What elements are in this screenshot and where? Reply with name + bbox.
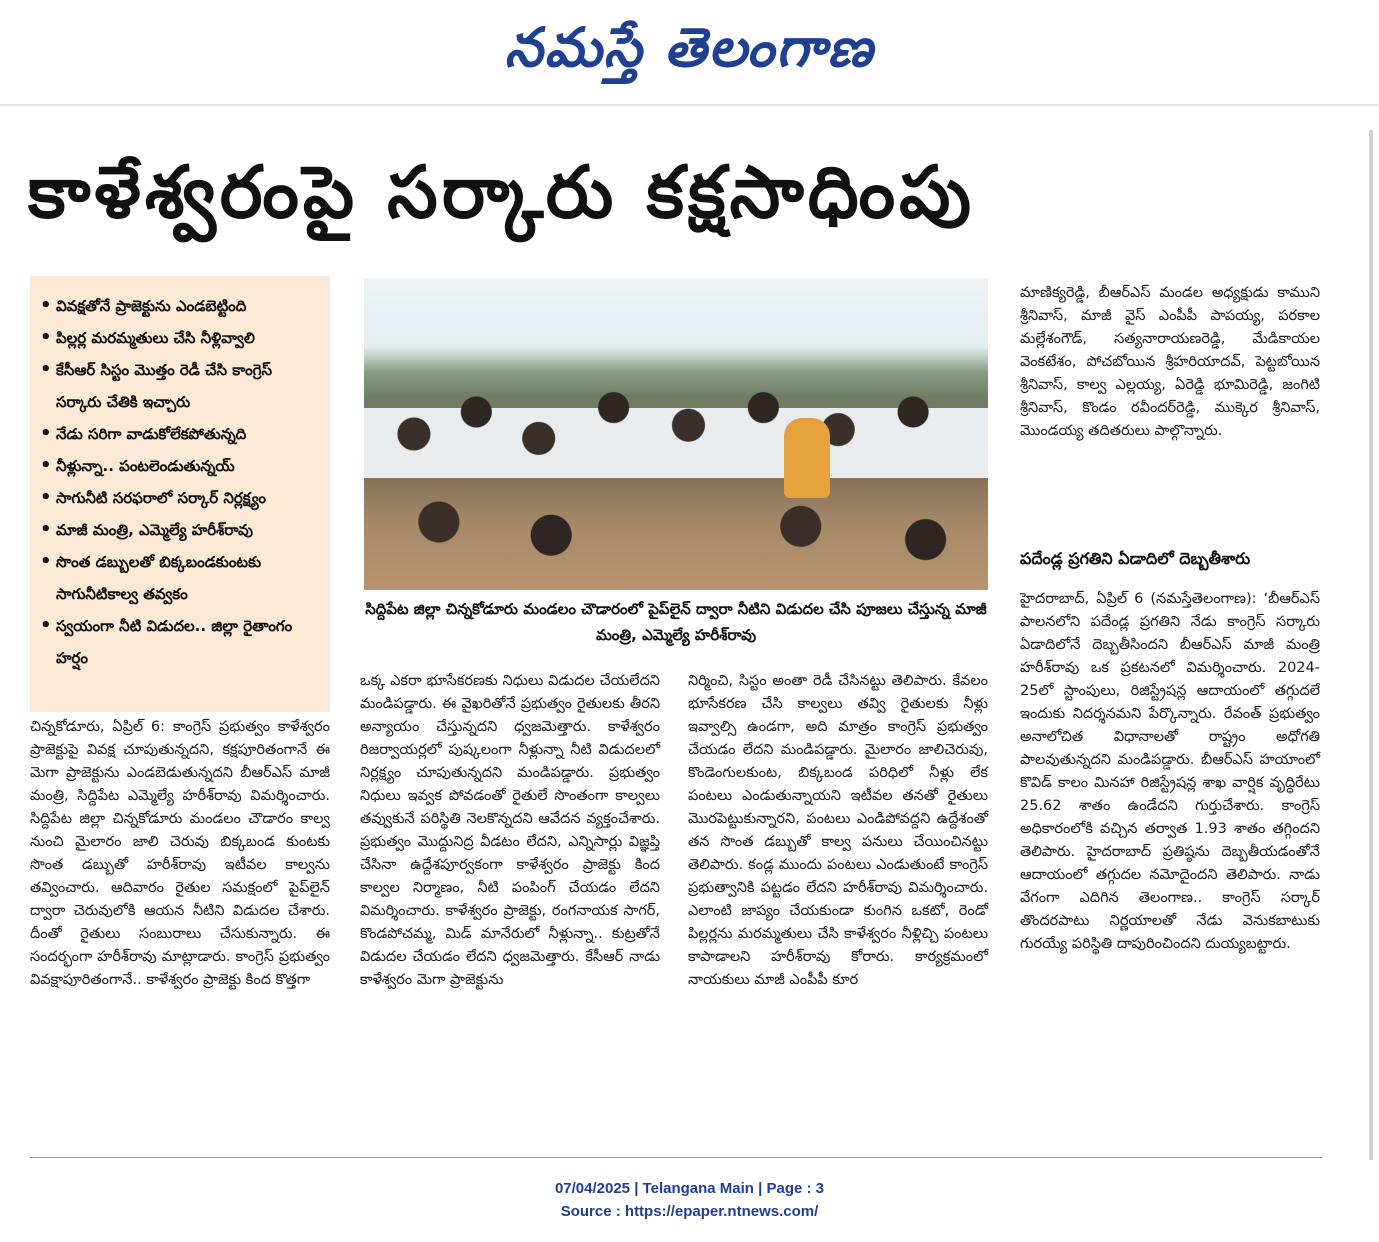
article-paragraph: నిర్మించి, సిస్టం అంతా రెడీ చేసినట్టు తెలిపారు. కేవలం భూసేకరణ చేసి కాల్వలు తవ్వి రైతులకు నీళ్లు ఇవ్వాల్సి ఉండగా, అది మాత్రం కాంగ్రెస్ ప్రభుత్వం చేయడం లేదని మండిపడ్డారు. మైలారం జాలిచెరువు, కొండెంగులకుంట, బిక్కబండ పరిధిలో నీళ్లు లేక పంటలు ఎండుతున్నాయని ఇటీవల తనతో రైతులు మొరపెట్టుకున్నారని, పంటలు ఎండిపోవద్దని ఉద్దేశంతో తన సొంత డబ్బుతో కాల్వ పనులు చేయించినట్టు తెలిపారు. కండ్ల ముందు పంటలు ఎండుతుంటే కాంగ్రెస్ ప్రభుత్వానికి పట్టడం లేదని హరీశ్‌రావు విమర్శించారు. ఎలాంటి జాప్యం చేయకుండా కుంగిన ఒకటో, రెండో పిల్లర్లను మరమ్మతులు చేసి కాళేశ్వరం నీళ్లిచ్చి పంటలు కాపాడాలని హరీశ్‌రావు కోరారు. కార్యక్రమంలో నాయకులు మాజీ ఎంపీపీ కూర xyxy=(688,673,988,988)
scrollbar[interactable] xyxy=(1369,130,1373,1160)
page-headline: కాళేశ్వరంపై సర్కారు కక్షసాధింపు xyxy=(28,150,975,234)
photo-figure xyxy=(784,418,830,498)
highlight-item: • స్వయంగా నీటి విడుదల.. జిల్లా రైతాంగం హర్షం xyxy=(40,610,322,674)
highlight-item: • సొంత డబ్బులతో బిక్కబండకుంటకు సాగునీటికాల్వ తవ్వకం xyxy=(40,546,322,610)
bullet-icon: • xyxy=(40,327,52,348)
highlight-item: • సాగునీటి సరఫరాలో సర్కార్ నిర్లక్ష్యం xyxy=(40,482,322,514)
bullet-icon: • xyxy=(40,551,52,572)
footer-date-page: 07/04/2025 | Telangana Main | Page : 3 xyxy=(554,1180,825,1197)
photo-crowd xyxy=(364,368,988,588)
article-paragraph: హైదరాబాద్, ఏప్రిల్ 6 (నమస్తేతెలంగాణ): ‘బీఆర్‌ఎస్ పాలనలోని పదేండ్ల ప్రగతిని నేడు కాంగ్రెస్ సర్కారు ఏడాదిలోనే దెబ్బతీసిందని బీఆర్‌ఎస్ మాజీ మంత్రి హరీశ్‌రావు ఒక ప్రకటనలో విమర్శించారు. 2024-25లో స్టాంపులు, రిజిస్ట్రేషన్ల ఆదాయంలో తగ్గుదలే ఇందుకు నిదర్శనమని పేర్కొన్నారు. రేవంత్ ప్రభుత్వం అనాలోచిత విధానాలతో రాష్ట్రం అధోగతి పాలవుతున్నదని మండిపడ్డారు. బీఆర్‌ఎస్ హయాంలో కొవిడ్ కాలం మినహా రిజిస్ట్రేషన్ల శాఖ వార్షిక వృద్ధిరేటు 25.62 శాతం ఉండేదని గుర్తుచేశారు. కాంగ్రెస్ అధికారంలోకి వచ్చిన తర్వాత 1.93 శాతం తగ్గిందని తెలిపారు. హైదరాబాద్ ప్రతిష్ఠను దెబ్బతీయడంతోనే ఆదాయంలో తగ్గుదల నమోదైందని తెలిపారు. నాడు వేగంగా ఎదిగిన తెలంగాణ.. కాంగ్రెస్ సర్కార్ తొందరపాటు నిర్ణయాలతో నేడు వెనుకబాటుకు గురయ్యే పరిస్థితి దాపురించిందని దుయ్యబట్టారు. xyxy=(1020,591,1320,952)
highlight-item: • మాజీ మంత్రి, ఎమ్మెల్యే హరీశ్‌రావు xyxy=(40,514,322,546)
bullet-icon: • xyxy=(40,487,52,508)
bullet-icon: • xyxy=(40,423,52,444)
photo-caption: సిద్దిపేట జిల్లా చిన్నకోడూరు మండలం చౌడారంలో పైప్‌లైన్ ద్వారా నీటిని విడుదల చేసి పూజలు చేస్తున్న మాజీ మంత్రి, ఎమ్మెల్యే హరీశ్‌రావు xyxy=(365,600,987,644)
bullet-icon: • xyxy=(40,295,52,316)
footer-source-link[interactable]: Source : https://epaper.ntnews.com/ xyxy=(560,1203,819,1220)
article-column-3 xyxy=(688,670,988,992)
highlight-item: • పిల్లర్ల మరమ్మతులు చేసి నీళ్లివ్వాలి xyxy=(40,322,322,354)
masthead-logo: నమస్తే తెలంగాణ xyxy=(504,16,875,79)
bullet-icon: • xyxy=(40,359,52,380)
sub-headline: పదేండ్ల ప్రగతిని ఏడాదిలో దెబ్బతీశారు xyxy=(1020,549,1251,568)
article-column-1 xyxy=(30,716,330,992)
highlight-item: • వివక్షతోనే ప్రాజెక్టును ఎండబెట్టింది xyxy=(40,290,322,322)
news-photo xyxy=(364,278,988,590)
highlight-item: • నేడు సరిగా వాడుకోలేకపోతున్నది xyxy=(40,418,322,450)
bullet-icon: • xyxy=(40,615,52,636)
highlight-item: • కేసీఆర్ సిస్టం మొత్తం రెడీ చేసి కాంగ్రెస్ సర్కారు చేతికి ఇచ్చారు xyxy=(40,354,322,418)
article-column-2 xyxy=(360,670,660,992)
article-paragraph: చిన్నకోడూరు, ఏప్రిల్ 6: కాంగ్రెస్ ప్రభుత్వం కాళేశ్వరం ప్రాజెక్టుపై వివక్ష చూపుతున్నదని, కక్షపూరితంగానే ఈ మెగా ప్రాజెక్టును ఎండబెడుతున్నదని బీఆర్‌ఎస్ మాజీ మంత్రి, సిద్దిపేట ఎమ్మెల్యే హరీశ్‌రావు విమర్శించారు. సిద్దిపేట జిల్లా చిన్నకోడూరు మండలం చౌడారం కాల్వ నుంచి మైలారం జాలి చెరువు బిక్కబండ కుంటకు సొంత డబ్బుతో హరీశ్‌రావు ఇటీవల కాల్వను తవ్వించారు. ఆదివారం రైతుల సమక్షంలో పైప్‌లైన్ ద్వారా చెరువులోకి ఆయన నీటిని విడుదల చేశారు. దీంతో రైతులు సంబురాలు చేసుకున్నారు. ఈ సందర్భంగా హరీశ్‌రావు మాట్లాడారు. కాంగ్రెస్ ప్రభుత్వం వివక్షాపూరితంగానే.. కాళేశ్వరం ప్రాజెక్టు కింద కొత్తగా xyxy=(30,719,330,988)
highlights-box xyxy=(30,276,330,712)
bullet-icon: • xyxy=(40,455,52,476)
article-column-4-top xyxy=(1020,282,1320,443)
highlight-item: • నీళ్లున్నా.. పంటలెండుతున్నయ్ xyxy=(40,450,322,482)
article-column-4-body xyxy=(1020,588,1320,956)
masthead-divider xyxy=(0,104,1379,106)
footer-divider xyxy=(30,1157,1322,1158)
bullet-icon: • xyxy=(40,519,52,540)
article-paragraph: ఒక్క ఎకరా భూసేకరణకు నిధులు విడుదల చేయలేదని మండిపడ్డారు. ఈ వైఖరితోనే ప్రభుత్వం రైతులకు తీరని అన్యాయం చేస్తున్నదని ధ్వజమెత్తారు. కాళేశ్వరం రిజర్వాయర్లలో పుష్కలంగా నీళ్లున్నా నీటి విడుదలలో నిర్లక్ష్యం చూపుతున్నదని మండిపడ్డారు. ప్రభుత్వం నిధులు ఇవ్వక పోవడంతో రైతులే సొంతంగా కాల్వలు తవ్వుకునే పరిస్థితి నెలకొన్నదని ఆవేదన వ్యక్తంచేశారు. ప్రభుత్వం మొద్దునిద్ర వీడటం లేదని, ఎన్నిసార్లు విజ్ఞప్తి చేసినా ఉద్దేశపూర్వకంగా కాళేశ్వరం ప్రాజెక్టు కింద కాల్వల నిర్మాణం, నీటి పంపింగ్ చేయడం లేదని విమర్శించారు. కాళేశ్వరం ప్రాజెక్టు, రంగనాయక సాగర్, కొండపోచమ్మ, మిడ్ మానేరులో నీళ్లున్నా.. కుట్రతోనే విడుదల చేయడం లేదని ధ్వజమెత్తారు. కేసీఆర్ నాడు కాళేశ్వరం మెగా ప్రాజెక్టును xyxy=(360,673,660,988)
article-paragraph: మాణిక్యరెడ్డి, బీఆర్‌ఎస్ మండల అధ్యక్షుడు కాముని శ్రీనివాస్, మాజీ వైస్ ఎంపీపీ పాపయ్య, పరకాల మల్లేశంగౌడ్, సత్యనారాయణరెడ్డి, మేడికాయల వెంకటేశం, పోచబోయిన శ్రీహరియాదవ్, పెట్టబోయిన శ్రీనివాస్, కాల్వ ఎల్లయ్య, ఏరెడ్డి భూమిరెడ్డి, జంగిటి శ్రీనివాస్, కొండం రవీందర్‌రెడ్డి, ముక్కెర శ్రీనివాస్, మొండయ్య తదితరులు పాల్గొన్నారు. xyxy=(1020,285,1320,439)
